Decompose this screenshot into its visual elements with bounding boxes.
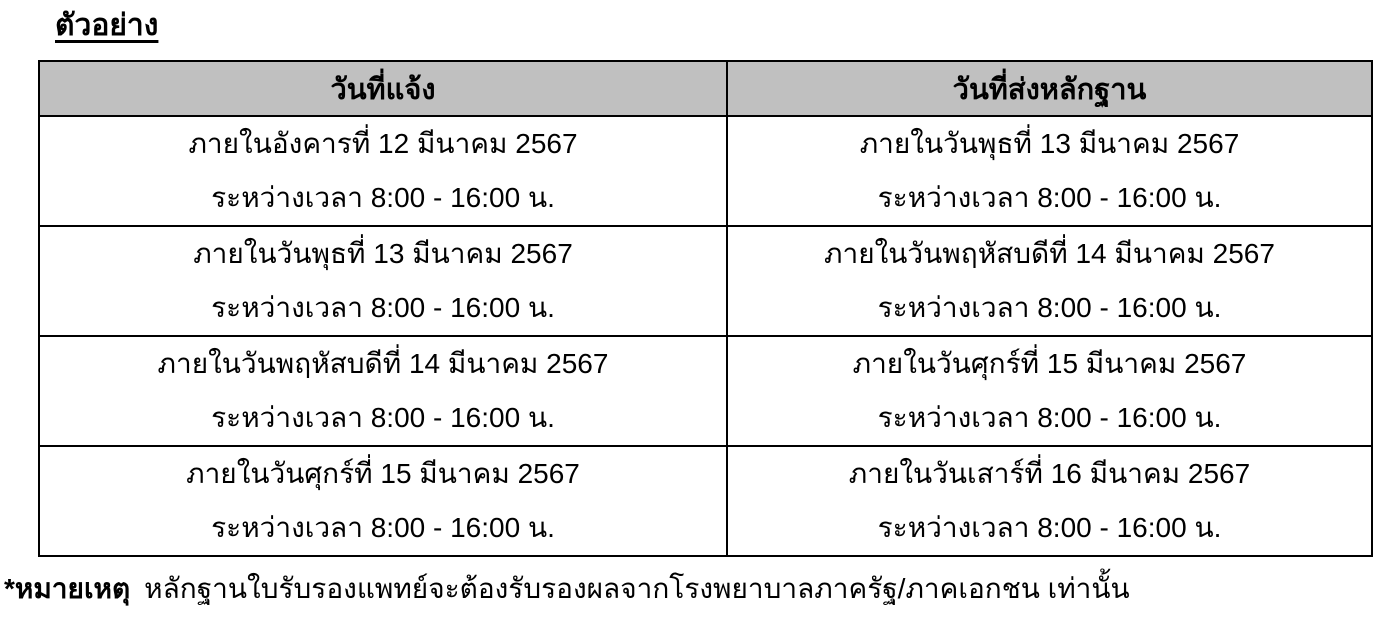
notify-cell — [39, 226, 727, 336]
table-row — [39, 116, 1372, 226]
notify-cell — [39, 446, 727, 556]
submit-cell — [727, 116, 1372, 226]
schedule-table — [38, 60, 1373, 557]
submit-time-text: ระหว่างเวลา 8:00 - 16:00 น. — [877, 292, 1222, 323]
table-row — [39, 336, 1372, 446]
submit-date-text: ภายในวันพฤหัสบดีที่ 14 มีนาคม 2567 — [824, 238, 1275, 269]
submit-time-text: ระหว่างเวลา 8:00 - 16:00 น. — [877, 402, 1222, 433]
submit-time-text: ระหว่างเวลา 8:00 - 16:00 น. — [877, 182, 1222, 213]
submit-cell — [727, 446, 1372, 556]
header-submit-date: วันที่ส่งหลักฐาน — [727, 61, 1372, 116]
submit-date-text: ภายในวันพุธที่ 13 มีนาคม 2567 — [859, 128, 1240, 159]
notify-cell — [39, 336, 727, 446]
submit-time-text: ระหว่างเวลา 8:00 - 16:00 น. — [877, 512, 1222, 543]
table-row — [39, 226, 1372, 336]
submit-date-text: ภายในวันเสาร์ที่ 16 มีนาคม 2567 — [848, 458, 1251, 489]
notify-date-text: ภายในอังคารที่ 12 มีนาคม 2567 — [188, 128, 578, 159]
notify-time-text: ระหว่างเวลา 8:00 - 16:00 น. — [211, 512, 555, 543]
notify-time-text: ระหว่างเวลา 8:00 - 16:00 น. — [211, 292, 555, 323]
notify-date-text: ภายในวันพุธที่ 13 มีนาคม 2567 — [193, 238, 573, 269]
submit-date-text: ภายในวันศุกร์ที่ 15 มีนาคม 2567 — [852, 348, 1247, 379]
page-title: ตัวอย่าง — [55, 9, 159, 42]
notify-cell — [39, 116, 727, 226]
footnote — [4, 567, 1130, 611]
footnote-label: *หมายเหตุ — [4, 573, 131, 604]
submit-cell — [727, 336, 1372, 446]
header-notify-date: วันที่แจ้ง — [39, 61, 727, 116]
notify-time-text: ระหว่างเวลา 8:00 - 16:00 น. — [211, 182, 555, 213]
submit-cell — [727, 226, 1372, 336]
notify-time-text: ระหว่างเวลา 8:00 - 16:00 น. — [211, 402, 555, 433]
table-row — [39, 446, 1372, 556]
notify-date-text: ภายในวันพฤหัสบดีที่ 14 มีนาคม 2567 — [157, 348, 609, 379]
footnote-text: หลักฐานใบรับรองแพทย์จะต้องรับรองผลจากโรงพยาบาลภาครัฐ/ภาคเอกชน เท่านั้น — [144, 573, 1130, 604]
table-header-row — [39, 61, 1372, 116]
notify-date-text: ภายในวันศุกร์ที่ 15 มีนาคม 2567 — [186, 458, 580, 489]
